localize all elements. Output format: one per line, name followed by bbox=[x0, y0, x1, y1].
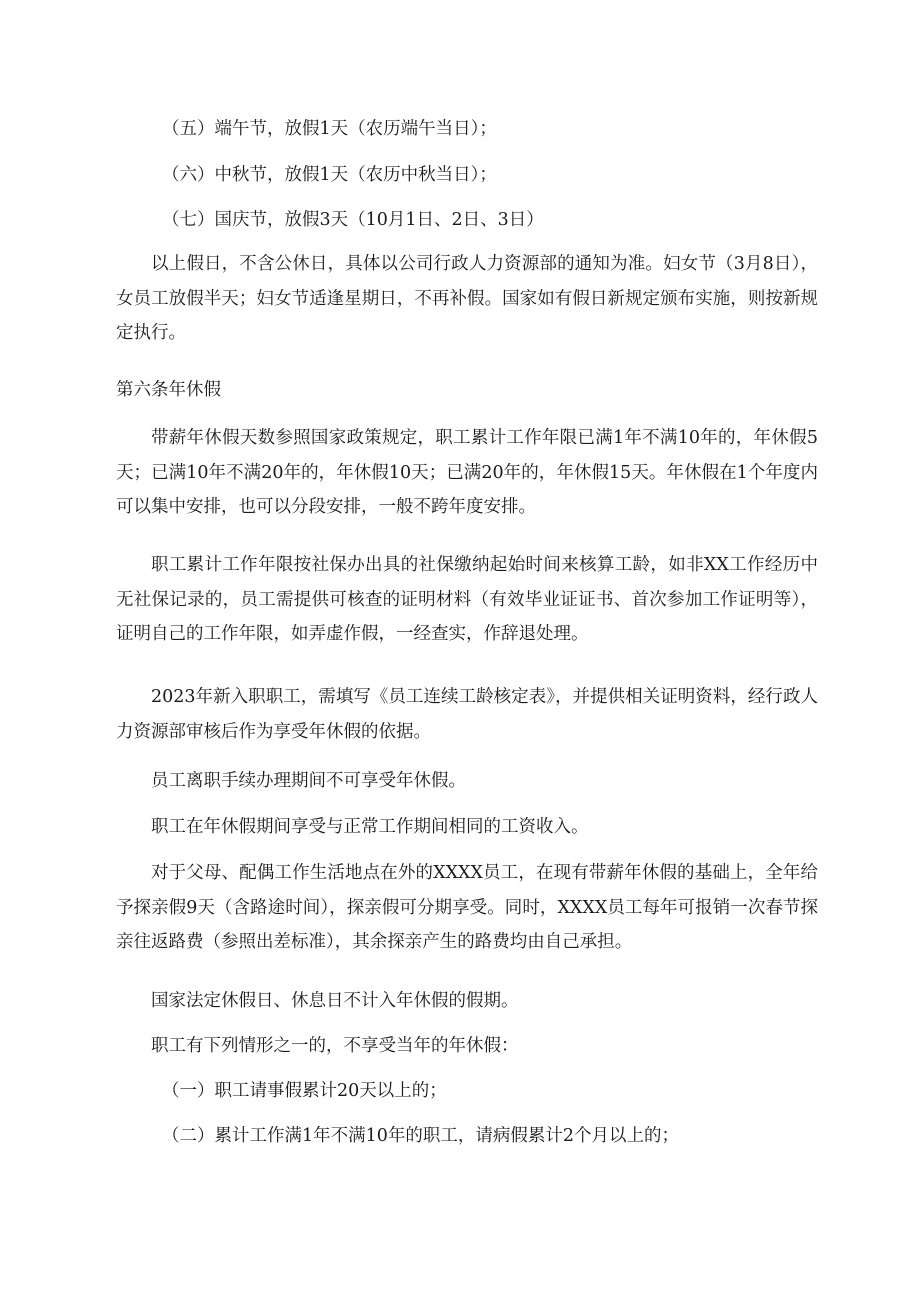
condition-item-sick-leave: （二）累计工作满1年不满10年的职工，请病假累计2个月以上的； bbox=[162, 1126, 680, 1146]
paragraph-holiday-note: 以上假日，不含公休日，具体以公司行政人力资源部的通知为准。妇女节（3月8日），女员工放假半天；妇女节适逢星期日，不再补假。国家如有假日新规定颁布实施，则按新规定执行。 bbox=[116, 254, 818, 343]
paragraph-salary-during-leave: 职工在年休假期间享受与正常工作期间相同的工资收入。 bbox=[151, 817, 589, 837]
paragraph-annual-leave-days: 带薪年休假天数参照国家政策规定，职工累计工作年限已满1年不满10年的，年休假5天；已满10年不满20年的，年休假10天；已满20年的，年休假15天。年休假在1个年度内可以集中安排，也可以分段安排，一般不跨年度安排。 bbox=[116, 428, 818, 517]
paragraph-seniority-calc: 职工累计工作年限按社保办出具的社保缴纳起始时间来核算工龄，如非XX工作经历中无社保记录的，员工需提供可核查的证明材料（有效毕业证证书、首次参加工作证明等），证明自己的工作年限，如弄虚作假，一经查实，作辞退处理。 bbox=[116, 555, 818, 644]
holiday-item-national-day: （七）国庆节，放假3天（10月1日、2日、3日） bbox=[162, 210, 544, 230]
paragraph-not-entitled-intro: 职工有下列情形之一的，不享受当年的年休假： bbox=[151, 1036, 519, 1056]
paragraph-statutory-excluded: 国家法定休假日、休息日不计入年休假的假期。 bbox=[151, 991, 519, 1011]
paragraph-resignation: 员工离职手续办理期间不可享受年休假。 bbox=[151, 771, 466, 791]
paragraph-family-visit: 对于父母、配偶工作生活地点在外的XXXX员工，在现有带薪年休假的基础上，全年给予探亲假9天（含路途时间），探亲假可分期享受。同时，XXXX员工每年可报销一次春节探亲往返路费（参照出差标准），其余探亲产生的路费均由自己承担。 bbox=[116, 863, 818, 952]
holiday-item-dragon-boat: （五）端午节，放假1天（农历端午当日）； bbox=[162, 119, 497, 139]
holiday-item-mid-autumn: （六）中秋节，放假1天（农历中秋当日）； bbox=[162, 165, 497, 185]
condition-item-personal-leave: （一）职工请事假累计20天以上的； bbox=[162, 1081, 447, 1101]
paragraph-new-hire-2023: 2023年新入职职工，需填写《员工连续工龄核定表》，并提供相关证明资料，经行政人力资源部审核后作为享受年休假的依据。 bbox=[116, 687, 818, 742]
article-heading-annual-leave: 第六条年休假 bbox=[116, 380, 221, 400]
